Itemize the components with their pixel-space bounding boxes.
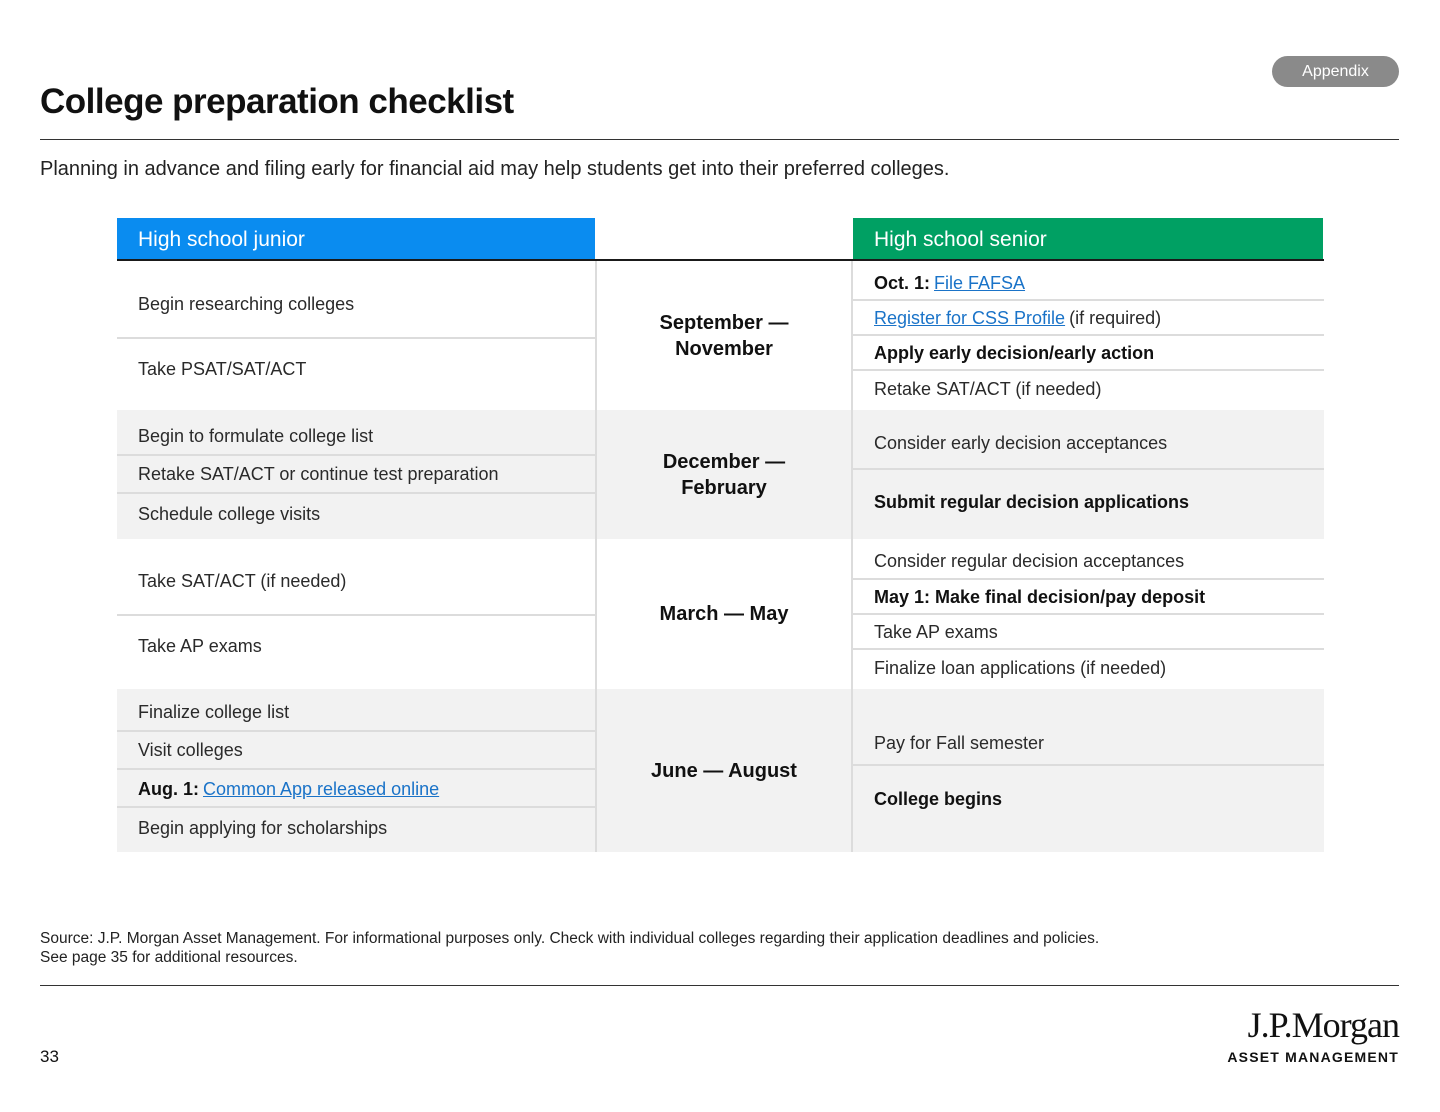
senior-item-text: Submit regular decision applications [874, 491, 1190, 512]
junior-item-text: Retake SAT/ACT or continue test preparation [138, 463, 499, 484]
period-march-may [597, 539, 851, 689]
period-label-line: June — August [651, 759, 797, 782]
senior-item-text: Consider early decision acceptances [874, 432, 1168, 453]
period-label-line: November [675, 337, 773, 360]
senior-item [874, 418, 1322, 468]
logo-subtitle: ASSET MANAGEMENT [1227, 1049, 1399, 1065]
junior-item [138, 732, 594, 768]
page-title: College preparation checklist [40, 82, 514, 121]
senior-item [874, 650, 1322, 686]
senior-item-text: Apply early decision/early action [874, 342, 1155, 363]
senior-item-text: (if required) [1069, 307, 1162, 328]
period-label-line: September — [659, 311, 789, 334]
senior-item [874, 766, 1322, 832]
junior-item-text: Visit colleges [138, 739, 243, 760]
source-note [40, 929, 1340, 967]
senior-item-text: Consider regular decision acceptances [874, 550, 1185, 571]
senior-item-text: College begins [874, 788, 1003, 809]
senior-item [874, 544, 1322, 578]
junior-item-text: Begin applying for scholarships [138, 817, 388, 838]
date-label: Oct. 1: [874, 272, 931, 293]
junior-item-text: Take PSAT/SAT/ACT [138, 358, 307, 379]
junior-item-text: Begin researching colleges [138, 293, 355, 314]
junior-item [138, 339, 594, 399]
date-label: Aug. 1: [138, 778, 199, 799]
junior-item-text: Take AP exams [138, 635, 262, 656]
senior-item [874, 266, 1322, 300]
senior-item [874, 336, 1322, 370]
senior-item-text: Finalize loan applications (if needed) [874, 657, 1167, 678]
senior-item [874, 371, 1322, 407]
footer-divider [40, 985, 1399, 986]
senior-item [874, 301, 1322, 335]
junior-item [138, 549, 594, 614]
file-fafsa-link[interactable]: File FAFSA [934, 272, 1026, 293]
period-label-line: December — [662, 450, 786, 473]
junior-item [138, 694, 594, 730]
period-september-november [597, 261, 851, 410]
junior-item-text: Finalize college list [138, 701, 290, 722]
senior-item-text: Retake SAT/ACT (if needed) [874, 378, 1102, 399]
junior-item-text: Begin to formulate college list [138, 425, 374, 446]
senior-item [874, 470, 1322, 534]
junior-item [138, 456, 594, 492]
period-label-line: February [681, 476, 767, 499]
senior-item-text: Take AP exams [874, 621, 998, 642]
junior-item [138, 616, 594, 676]
jpmorgan-logo: J.P.Morgan [1247, 1005, 1399, 1045]
junior-item-text: Schedule college visits [138, 503, 321, 524]
period-december-february [597, 410, 851, 539]
appendix-badge: Appendix [1272, 56, 1399, 87]
period-label-line: March — May [659, 603, 789, 625]
source-line: Source: J.P. Morgan Asset Management. For informational purposes only. Check with individual colleges regarding their application deadlines and policies. [40, 930, 1100, 947]
senior-item [874, 615, 1322, 649]
junior-item [138, 271, 594, 337]
junior-item-text: Take SAT/ACT (if needed) [138, 571, 347, 591]
junior-item [138, 770, 594, 808]
header-high-school-senior: High school senior [853, 218, 1323, 260]
page-subtitle: Planning in advance and filing early for financial aid may help students get into their preferred colleges. [40, 158, 950, 180]
junior-item [138, 418, 594, 454]
period-june-august [597, 689, 851, 852]
header-high-school-junior: High school junior [117, 218, 595, 260]
junior-item [138, 494, 594, 534]
senior-item [874, 580, 1322, 614]
senior-item [874, 700, 1322, 764]
css-profile-link[interactable]: Register for CSS Profile [874, 307, 1066, 328]
junior-item [138, 808, 594, 848]
source-line: See page 35 for additional resources. [40, 949, 298, 966]
page-number: 33 [40, 1047, 59, 1066]
common-app-link[interactable]: Common App released online [203, 778, 440, 799]
senior-item-text: Pay for Fall semester [874, 733, 1045, 753]
title-divider [40, 139, 1399, 140]
senior-item-text: May 1: Make final decision/pay deposit [874, 586, 1206, 607]
